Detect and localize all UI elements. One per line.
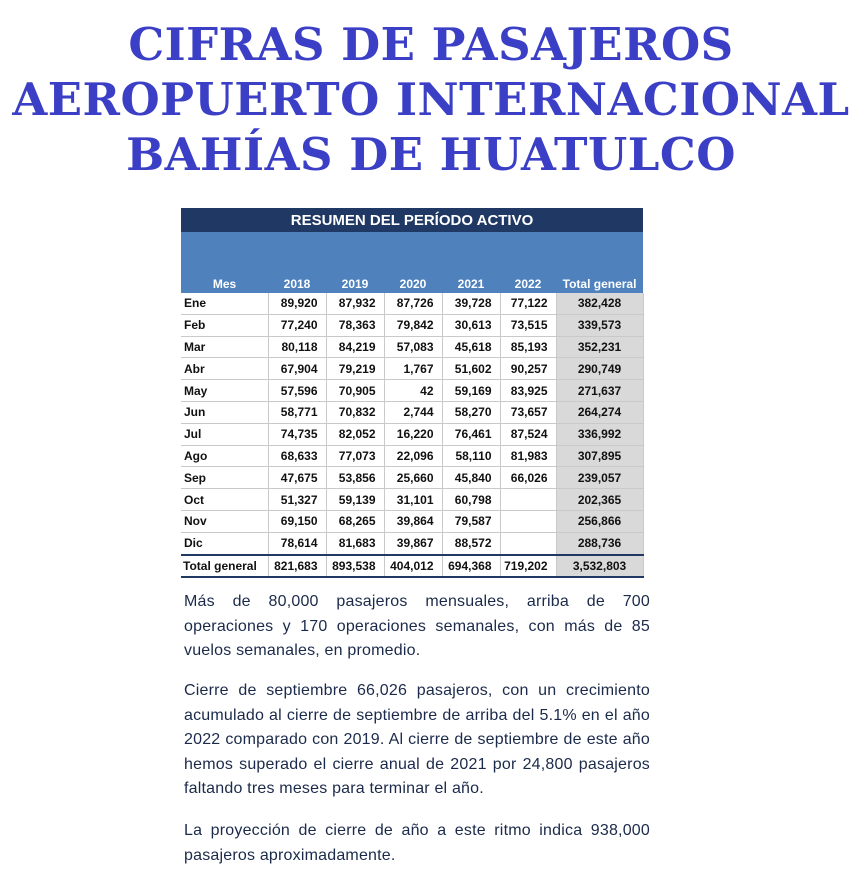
total-general-cell: 288,736 <box>556 532 643 554</box>
total-label: Total general <box>181 555 268 578</box>
month-cell: Ene <box>181 293 268 314</box>
value-cell <box>500 532 556 554</box>
value-cell: 57,596 <box>268 380 326 402</box>
value-cell: 87,932 <box>326 293 384 314</box>
value-cell: 719,202 <box>500 555 556 578</box>
value-cell: 66,026 <box>500 467 556 489</box>
value-cell: 22,096 <box>384 445 442 467</box>
month-cell: Ago <box>181 445 268 467</box>
month-cell: Sep <box>181 467 268 489</box>
value-cell: 81,683 <box>326 532 384 554</box>
month-cell: Jul <box>181 423 268 445</box>
value-cell: 39,728 <box>442 293 500 314</box>
value-cell: 45,840 <box>442 467 500 489</box>
table-row <box>181 380 643 402</box>
month-cell: Feb <box>181 314 268 336</box>
value-cell: 79,587 <box>442 510 500 532</box>
value-cell: 30,613 <box>442 314 500 336</box>
table-row <box>181 510 643 532</box>
value-cell: 16,220 <box>384 423 442 445</box>
total-general-cell: 271,637 <box>556 380 643 402</box>
value-cell: 79,842 <box>384 314 442 336</box>
table-row <box>181 336 643 358</box>
value-cell: 70,905 <box>326 380 384 402</box>
value-cell: 47,675 <box>268 467 326 489</box>
total-general-cell: 290,749 <box>556 358 643 380</box>
value-cell: 404,012 <box>384 555 442 578</box>
month-cell: Dic <box>181 532 268 554</box>
month-cell: Mar <box>181 336 268 358</box>
passenger-summary-table <box>181 208 644 578</box>
value-cell: 58,270 <box>442 401 500 423</box>
value-cell: 89,920 <box>268 293 326 314</box>
value-cell: 39,864 <box>384 510 442 532</box>
column-header: Total general <box>556 232 643 293</box>
total-general-cell: 256,866 <box>556 510 643 532</box>
value-cell: 51,602 <box>442 358 500 380</box>
paragraph-monthly-summary: Más de 80,000 pasajeros mensuales, arriba de 700 operaciones y 170 operaciones semanales, con más de 85 vuelos semanales, en promedio. <box>184 593 650 660</box>
value-cell: 73,515 <box>500 314 556 336</box>
total-general-cell: 239,057 <box>556 467 643 489</box>
table-row <box>181 423 643 445</box>
value-cell: 77,122 <box>500 293 556 314</box>
value-cell: 53,856 <box>326 467 384 489</box>
month-cell: Oct <box>181 489 268 511</box>
value-cell: 31,101 <box>384 489 442 511</box>
value-cell: 60,798 <box>442 489 500 511</box>
value-cell: 893,538 <box>326 555 384 578</box>
value-cell: 77,073 <box>326 445 384 467</box>
value-cell <box>500 510 556 532</box>
table-caption: RESUMEN DEL PERÍODO ACTIVO <box>181 208 643 232</box>
value-cell: 90,257 <box>500 358 556 380</box>
total-general-cell: 307,895 <box>556 445 643 467</box>
value-cell: 821,683 <box>268 555 326 578</box>
total-general-cell: 339,573 <box>556 314 643 336</box>
value-cell: 87,524 <box>500 423 556 445</box>
value-cell: 85,193 <box>500 336 556 358</box>
value-cell: 78,363 <box>326 314 384 336</box>
table-row <box>181 401 643 423</box>
value-cell: 88,572 <box>442 532 500 554</box>
value-cell: 694,368 <box>442 555 500 578</box>
value-cell: 59,139 <box>326 489 384 511</box>
table-row <box>181 314 643 336</box>
value-cell: 76,461 <box>442 423 500 445</box>
table-row <box>181 293 643 314</box>
value-cell: 82,052 <box>326 423 384 445</box>
total-general-cell: 202,365 <box>556 489 643 511</box>
table-row <box>181 445 643 467</box>
total-general-cell: 352,231 <box>556 336 643 358</box>
paragraph-september-close: Cierre de septiembre 66,026 pasajeros, con un crecimiento acumulado al cierre de septiembre de arriba del 5.1% en el año 2022 comparado con 2019. Al cierre de septiembre de este año hemos superado el cierre anual de 2021 por 24,800 pasajeros faltando tres meses para terminar el año. <box>184 682 650 798</box>
paragraph-year-projection: La proyección de cierre de año a este ritmo indica 938,000 pasajeros aproximadamente. <box>184 822 650 864</box>
value-cell: 25,660 <box>384 467 442 489</box>
month-cell: Abr <box>181 358 268 380</box>
value-cell: 73,657 <box>500 401 556 423</box>
title-line-1: CIFRAS DE PASAJEROS <box>128 18 734 71</box>
value-cell: 74,735 <box>268 423 326 445</box>
column-header: 2019 <box>326 232 384 293</box>
value-cell <box>500 489 556 511</box>
column-header: 2021 <box>442 232 500 293</box>
table-row <box>181 467 643 489</box>
total-general-cell: 264,274 <box>556 401 643 423</box>
value-cell: 59,169 <box>442 380 500 402</box>
value-cell: 70,832 <box>326 401 384 423</box>
title-line-2: AEROPUERTO INTERNACIONAL <box>12 73 850 126</box>
value-cell: 83,925 <box>500 380 556 402</box>
value-cell: 87,726 <box>384 293 442 314</box>
total-general-cell: 382,428 <box>556 293 643 314</box>
value-cell: 67,904 <box>268 358 326 380</box>
column-header: 2022 <box>500 232 556 293</box>
value-cell: 45,618 <box>442 336 500 358</box>
table-row <box>181 358 643 380</box>
value-cell: 58,110 <box>442 445 500 467</box>
month-cell: Jun <box>181 401 268 423</box>
month-cell: Nov <box>181 510 268 532</box>
total-general-cell: 336,992 <box>556 423 643 445</box>
column-header: Mes <box>181 232 268 293</box>
title-line-3: BAHÍAS DE HUATULCO <box>126 128 736 181</box>
month-cell: May <box>181 380 268 402</box>
table-row <box>181 489 643 511</box>
value-cell: 42 <box>384 380 442 402</box>
value-cell: 69,150 <box>268 510 326 532</box>
column-header: 2020 <box>384 232 442 293</box>
value-cell: 1,767 <box>384 358 442 380</box>
table-row <box>181 532 643 554</box>
column-header: 2018 <box>268 232 326 293</box>
total-general-cell: 3,532,803 <box>556 555 643 578</box>
value-cell: 79,219 <box>326 358 384 380</box>
total-row <box>181 555 643 578</box>
value-cell: 2,744 <box>384 401 442 423</box>
value-cell: 39,867 <box>384 532 442 554</box>
value-cell: 84,219 <box>326 336 384 358</box>
value-cell: 68,633 <box>268 445 326 467</box>
table-header-row <box>181 232 643 293</box>
value-cell: 68,265 <box>326 510 384 532</box>
value-cell: 78,614 <box>268 532 326 554</box>
value-cell: 77,240 <box>268 314 326 336</box>
value-cell: 51,327 <box>268 489 326 511</box>
value-cell: 81,983 <box>500 445 556 467</box>
value-cell: 57,083 <box>384 336 442 358</box>
value-cell: 80,118 <box>268 336 326 358</box>
value-cell: 58,771 <box>268 401 326 423</box>
